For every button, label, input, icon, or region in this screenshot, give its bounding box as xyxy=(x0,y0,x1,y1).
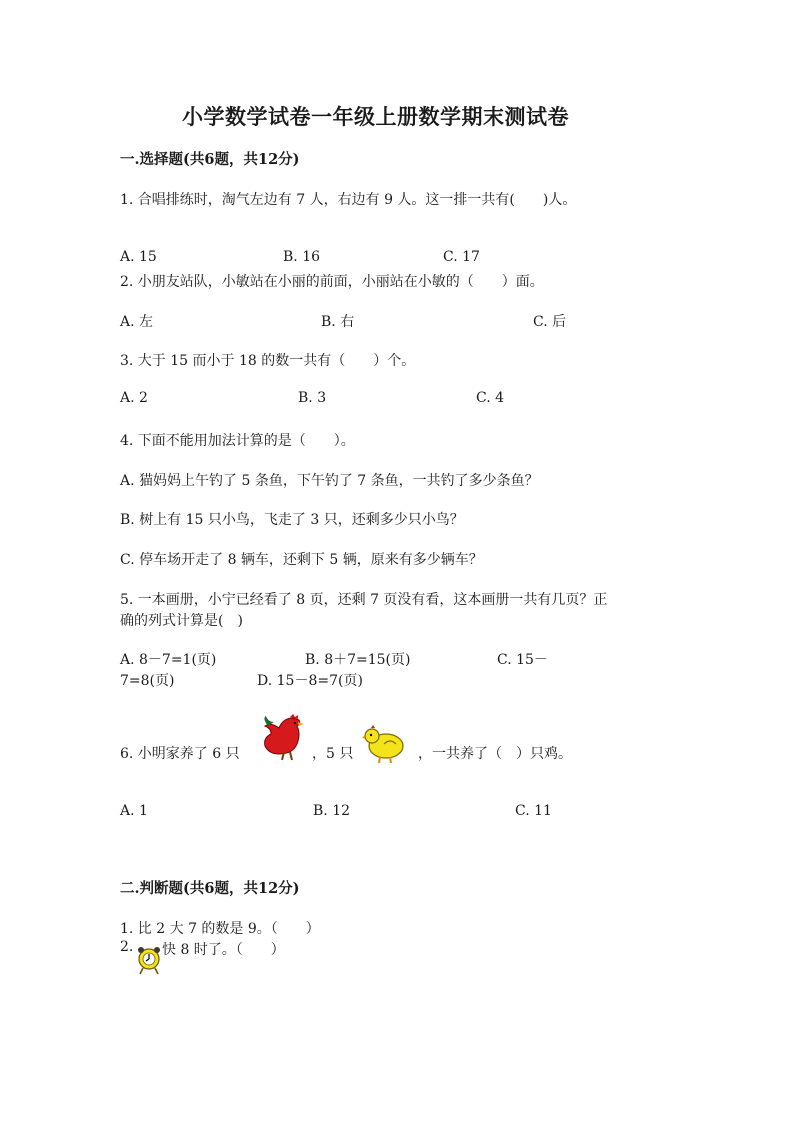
hen-icon xyxy=(362,724,408,764)
question-6-part2: ，5 只 xyxy=(312,746,354,762)
q2-option-b[interactable]: B. 右 xyxy=(321,314,355,330)
question-5-line2: 确的列式计算是( ) xyxy=(120,613,243,629)
question-5-line1: 5. 一本画册，小宁已经看了 8 页，还剩 7 页没有看，这本画册一共有几页？正 xyxy=(120,592,608,608)
question-3: 3. 大于 15 而小于 18 的数一共有（ ）个。 xyxy=(120,353,416,369)
q6-option-a[interactable]: A. 1 xyxy=(120,803,148,819)
judge-question-2: 快 8 时了。（ ） xyxy=(162,942,285,958)
q5-option-c-part2[interactable]: 7=8(页) xyxy=(120,673,175,689)
q1-option-c[interactable]: C. 17 xyxy=(443,249,480,265)
q2-option-c[interactable]: C. 后 xyxy=(533,314,567,330)
question-1: 1. 合唱排练时，淘气左边有 7 人，右边有 9 人。这一排一共有( )人。 xyxy=(120,192,577,208)
judge-question-1: 1. 比 2 大 7 的数是 9。（ ） xyxy=(120,921,320,937)
q4-option-a[interactable]: A. 猫妈妈上午钓了 5 条鱼，下午钓了 7 条鱼，一共钓了多少条鱼？ xyxy=(120,473,539,489)
q4-option-b[interactable]: B. 树上有 15 只小鸟，飞走了 3 只，还剩多少只小鸟？ xyxy=(120,512,464,528)
section2-heading: 二.判断题(共6题，共12分) xyxy=(120,880,300,897)
question-4: 4. 下面不能用加法计算的是（ ）。 xyxy=(120,433,355,449)
q1-option-a[interactable]: A. 15 xyxy=(120,249,157,265)
question-6-part1: 6. 小明家养了 6 只 xyxy=(120,746,240,762)
question-6-part3: ，一共养了（ ）只鸡。 xyxy=(418,746,572,762)
q5-option-c-part1[interactable]: C. 15－ xyxy=(497,652,548,668)
q3-option-b[interactable]: B. 3 xyxy=(298,390,327,406)
section1-heading: 一.选择题(共6题，共12分) xyxy=(120,151,300,168)
q6-option-b[interactable]: B. 12 xyxy=(313,803,351,819)
q3-option-c[interactable]: C. 4 xyxy=(476,390,505,406)
rooster-icon xyxy=(260,714,310,762)
judge-question-2-prefix: 2. xyxy=(120,939,134,955)
question-2: 2. 小朋友站队，小敏站在小丽的前面，小丽站在小敏的（ ）面。 xyxy=(120,274,544,290)
q3-option-a[interactable]: A. 2 xyxy=(120,390,148,406)
q5-option-b[interactable]: B. 8＋7=15(页) xyxy=(305,652,411,668)
q5-option-a[interactable]: A. 8－7=1(页) xyxy=(120,652,217,668)
clock-icon xyxy=(136,946,162,976)
q1-option-b[interactable]: B. 16 xyxy=(283,249,321,265)
q4-option-c[interactable]: C. 停车场开走了 8 辆车，还剩下 5 辆，原来有多少辆车？ xyxy=(120,552,483,568)
q5-option-d[interactable]: D. 15－8=7(页) xyxy=(257,673,363,689)
q6-option-c[interactable]: C. 11 xyxy=(515,803,552,819)
q2-option-a[interactable]: A. 左 xyxy=(120,314,154,330)
page-title: 小学数学试卷一年级上册数学期末测试卷 xyxy=(182,104,569,129)
